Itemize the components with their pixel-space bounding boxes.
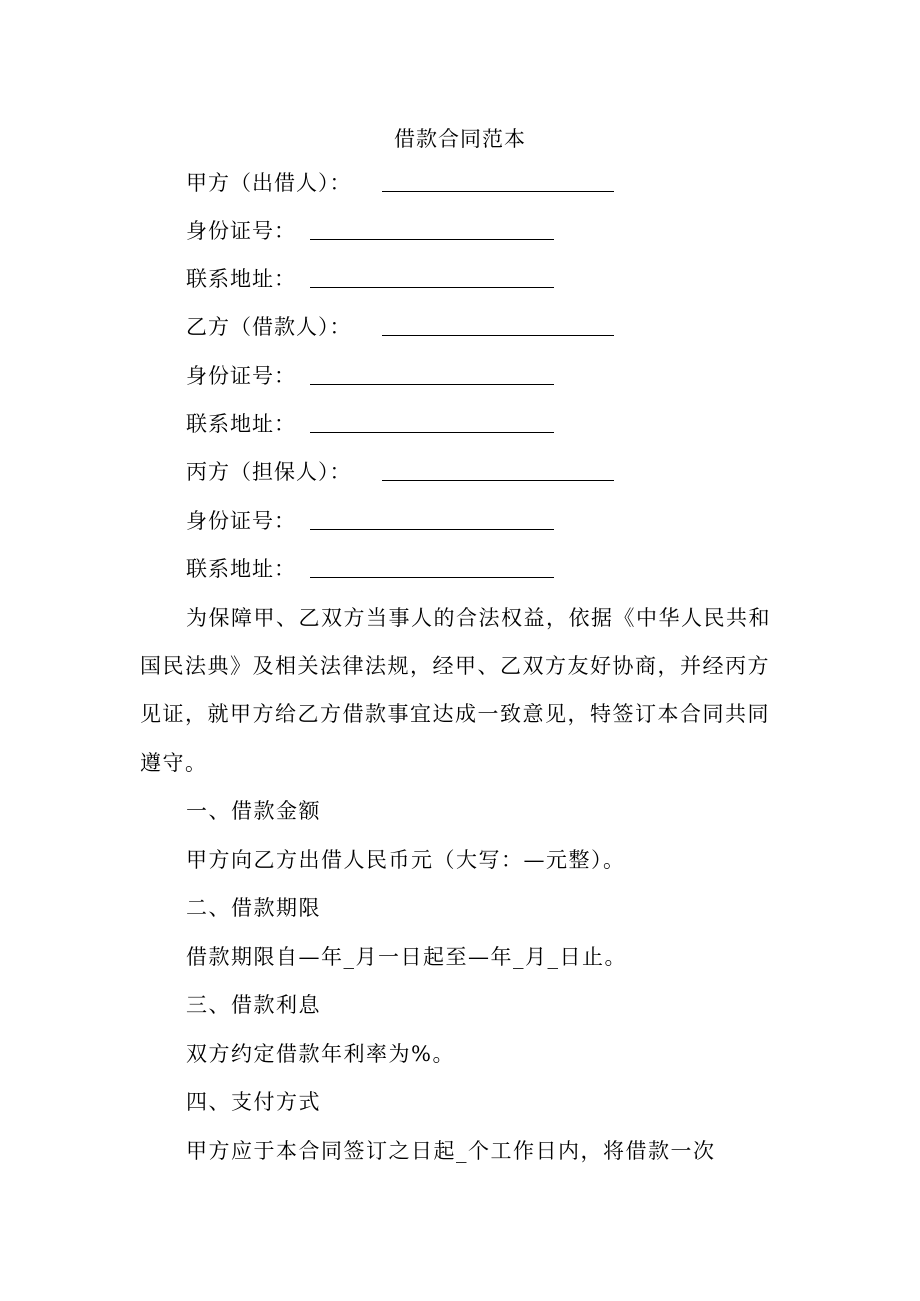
section-text: 借款期限自—年_月一日起至—年_月_日止。 xyxy=(186,945,627,969)
section-text: 双方约定借款年利率为%。 xyxy=(186,1042,455,1066)
section-heading: 四、支付方式 xyxy=(186,1090,321,1114)
section-heading: 三、借款利息 xyxy=(186,993,321,1017)
field-label: 丙方（担保人）： xyxy=(186,460,352,484)
field-label: 联系地址： xyxy=(186,557,296,581)
preamble-line: 遵守。 xyxy=(140,751,208,775)
fill-in-blank-line xyxy=(310,239,554,240)
field-label: 联系地址： xyxy=(186,267,296,291)
field-label: 甲方（出借人）： xyxy=(186,171,352,195)
section-heading: 一、借款金额 xyxy=(186,799,321,823)
section-text: 甲方向乙方出借人民币元（大写：—元整）。 xyxy=(186,848,626,872)
fill-in-blank-line xyxy=(382,335,614,336)
fill-in-blank-line xyxy=(310,529,554,530)
preamble-line: 国民法典》及相关法律法规，经甲、乙双方友好协商，并经丙方 xyxy=(140,654,770,678)
field-label: 联系地址： xyxy=(186,412,296,436)
fill-in-blank-line xyxy=(310,577,554,578)
fill-in-blank-line xyxy=(382,480,614,481)
section-text: 甲方应于本合同签订之日起_个工作日内，将借款一次 xyxy=(186,1139,716,1163)
preamble-line: 见证，就甲方给乙方借款事宜达成一致意见，特签订本合同共同 xyxy=(140,702,770,726)
section-heading: 二、借款期限 xyxy=(186,896,321,920)
field-label: 身份证号： xyxy=(186,219,296,243)
fill-in-blank-line xyxy=(310,287,554,288)
fill-in-blank-line xyxy=(310,432,554,433)
field-label: 身份证号： xyxy=(186,509,296,533)
field-label: 身份证号： xyxy=(186,364,296,388)
fill-in-blank-line xyxy=(382,191,614,192)
fill-in-blank-line xyxy=(310,384,554,385)
document-title: 借款合同范本 xyxy=(394,127,526,151)
field-label: 乙方（借款人）： xyxy=(186,315,352,339)
preamble-line: 为保障甲、乙双方当事人的合法权益，依据《中华人民共和 xyxy=(186,606,771,630)
